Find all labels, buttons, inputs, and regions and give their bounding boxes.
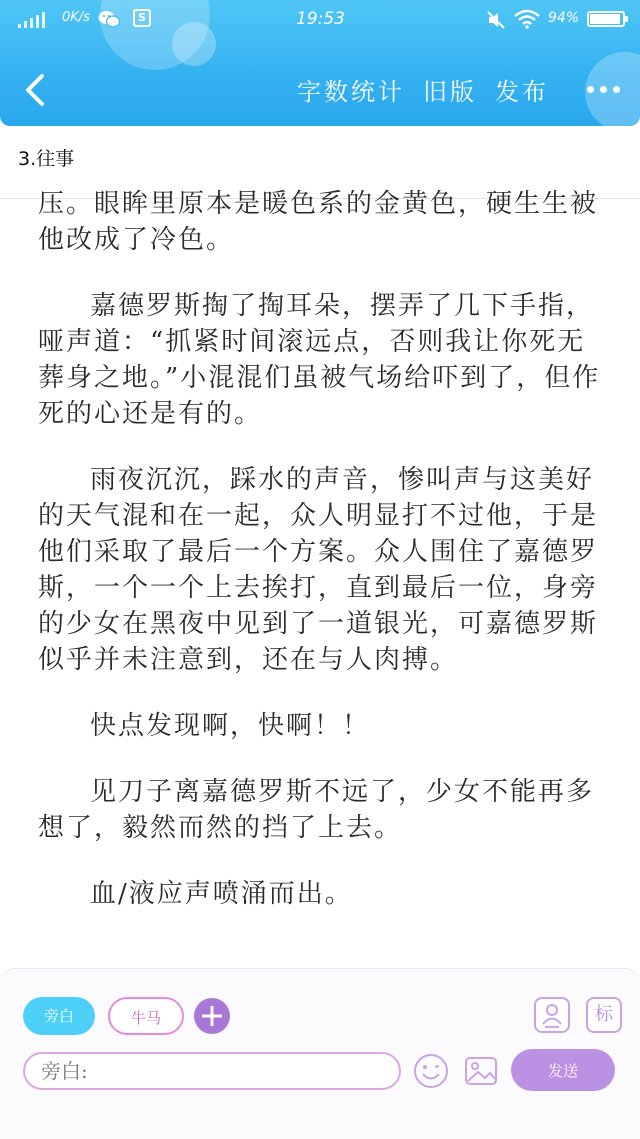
story-paragraph: 见刀子离嘉德罗斯不远了，少女不能再多想了，毅然而然的挡了上去。 — [38, 777, 595, 843]
story-paragraph: 压。眼眸里原本是暖色系的金黄色，硬生生被他改成了冷色。 — [38, 189, 599, 255]
app-notification-icon: S — [133, 9, 151, 27]
character-role-chip[interactable]: 牛马 — [108, 997, 184, 1035]
image-icon[interactable] — [463, 1053, 499, 1089]
story-paragraph: 嘉德罗斯掏了掏耳朵，摆弄了几下手指，哑声道：“抓紧时间滚远点，否则我让你死无葬身之地。”小混混们虽被气场给吓到了，但作死的心还是有的。 — [38, 291, 601, 429]
send-button[interactable]: 发送 — [511, 1049, 615, 1091]
story-content[interactable] — [38, 186, 610, 972]
word-count-button[interactable]: 字数统计 — [297, 78, 405, 106]
story-paragraph: 雨夜沉沉，踩水的声音，惨叫声与这美好的天气混和在一起，众人明显打不过他，于是他们采取了最后一个方案。众人围住了嘉德罗斯，一个一个上去挨打，直到最后一位，身旁的少女在黑夜中见到了一道银光，可嘉德罗斯似乎并未注意到，还在与人肉搏。 — [38, 465, 599, 675]
story-paragraph: 血/液应声喷涌而出。 — [90, 879, 353, 909]
clock: 19:53 — [296, 9, 345, 29]
tag-button[interactable]: 标 — [586, 997, 622, 1033]
signal-icon — [18, 12, 45, 28]
wifi-icon — [514, 9, 540, 29]
status-bar — [0, 0, 640, 40]
battery-icon — [587, 11, 625, 27]
app-header — [0, 0, 640, 126]
add-role-button[interactable] — [194, 998, 230, 1034]
back-chevron-icon[interactable] — [18, 70, 52, 110]
chapter-title[interactable]: 3.往事 — [18, 148, 75, 170]
net-speed: 0K/s — [62, 10, 90, 25]
toolbar-actions — [297, 72, 620, 107]
battery-percent: 94% — [548, 10, 580, 26]
more-options-icon[interactable] — [567, 86, 620, 93]
publish-button[interactable]: 发布 — [495, 78, 549, 106]
role-card-icon[interactable] — [534, 997, 570, 1033]
composer-panel — [0, 968, 640, 1139]
wechat-icon — [98, 10, 120, 28]
narrator-role-chip[interactable]: 旁白 — [23, 997, 95, 1035]
message-input[interactable] — [23, 1052, 401, 1090]
story-paragraph: 快点发现啊，快啊！！ — [90, 711, 371, 741]
old-version-button[interactable]: 旧版 — [423, 78, 477, 106]
mute-icon — [487, 11, 505, 29]
emoji-icon[interactable] — [413, 1053, 449, 1089]
